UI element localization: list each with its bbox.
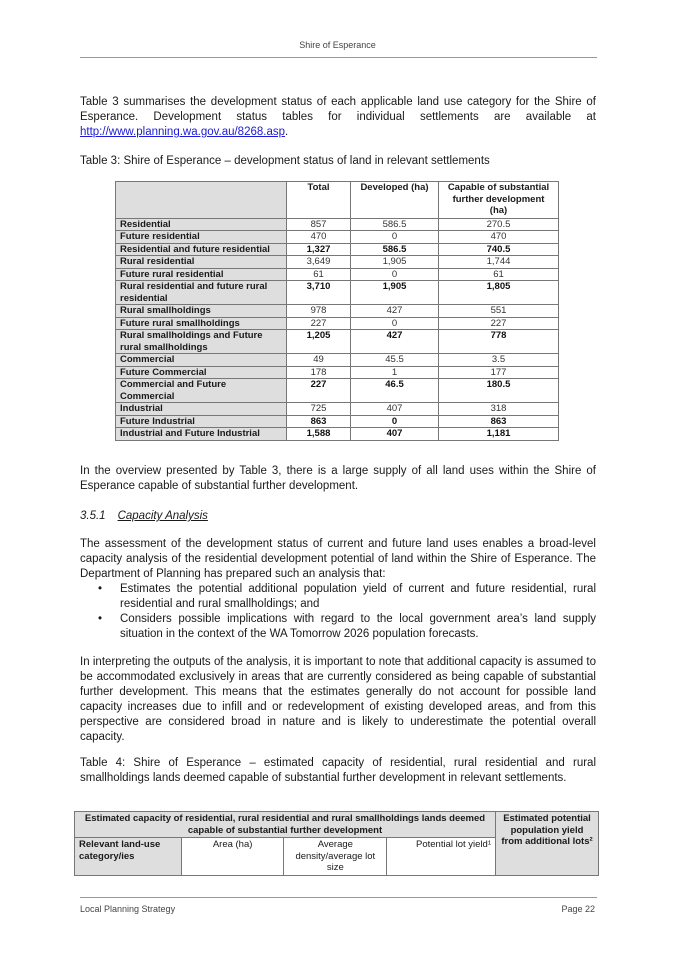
table3-row	[116, 330, 559, 354]
table3-cell-total: 3,710	[287, 281, 351, 305]
table3-header-blank	[116, 182, 287, 219]
table3-cell-developed: 46.5	[351, 379, 439, 403]
table3-cell-label: Future Commercial	[116, 366, 287, 379]
table4-header-span: Estimated capacity of residential, rural residential and rural smallholdings lands deemed capable of substantial further development	[75, 812, 496, 838]
intro-text: Table 3 summarises the development status of each applicable land use category for the Shire of Esperance. Development status tables for individual settlements are available at	[80, 96, 596, 123]
table3-cell-label: Rural smallholdings and Future rural smallholdings	[116, 330, 287, 354]
overview-paragraph: In the overview presented by Table 3, there is a large supply of all land uses within the Shire of Esperance capable of substantial further development.	[80, 465, 596, 492]
table3-cell-capable: 177	[439, 366, 559, 379]
table3-row	[116, 415, 559, 428]
assessment-text: The assessment of the development status of current and future land uses enables a broad-level capacity analysis of the residential development potential of land within the Shire of Esperance. The Department of Planning has prepared such an analysis that:	[80, 538, 596, 580]
table3-header-developed: Developed (ha)	[351, 182, 439, 219]
table3-cell-total: 227	[287, 317, 351, 330]
table4-col-density: Average density/average lot size	[284, 838, 387, 876]
table3-cell-capable: 863	[439, 415, 559, 428]
table3-row	[116, 354, 559, 367]
table3-header-row	[116, 182, 559, 219]
table3-row	[116, 403, 559, 416]
table3-cell-developed: 0	[351, 231, 439, 244]
table3-cell-label: Future residential	[116, 231, 287, 244]
table3-cell-capable: 1,181	[439, 428, 559, 441]
intro-paragraph	[80, 95, 596, 140]
table3-cell-total: 470	[287, 231, 351, 244]
interpreting-paragraph: In interpreting the outputs of the analysis, it is important to note that additional capacity is assumed to be accommodated exclusively in areas that are currently considered as being capable of substantial further development. This means that the estimates generally do not account for possible land capacity increases due to infill and or redevelopment of existing developed areas, and from this perspective are considered broad in nature and is likely to underestimate the potential overall capacity.	[80, 656, 596, 743]
table3	[115, 181, 559, 441]
table3-cell-capable: 227	[439, 317, 559, 330]
table3-cell-developed: 586.5	[351, 243, 439, 256]
table3-cell-label: Residential and future residential	[116, 243, 287, 256]
table3-cell-total: 3,649	[287, 256, 351, 269]
table3-cell-developed: 407	[351, 403, 439, 416]
table4-col-category: Relevant land-use category/ies	[75, 838, 182, 876]
table3-cell-total: 61	[287, 268, 351, 281]
table3-cell-developed: 0	[351, 317, 439, 330]
table3-cell-developed: 1,905	[351, 281, 439, 305]
table3-cell-total: 725	[287, 403, 351, 416]
table3-cell-developed: 1,905	[351, 256, 439, 269]
table3-cell-capable: 470	[439, 231, 559, 244]
table3-cell-capable: 778	[439, 330, 559, 354]
intro-after: .	[285, 126, 289, 138]
table3-cell-developed: 427	[351, 305, 439, 318]
section-title: Capacity Analysis	[117, 510, 208, 522]
bullet-text: Estimates the potential additional population yield of current and future residential, rural residential and rural smallholdings; and	[120, 583, 596, 610]
page-header: Shire of Esperance	[299, 40, 376, 50]
bullet-icon: •	[98, 613, 103, 625]
section-heading	[80, 510, 208, 522]
table4-col-lot-yield: Potential lot yield¹	[387, 838, 496, 876]
table4-header-row	[75, 812, 599, 838]
table3-header-capable: Capable of substantial further development (ha)	[439, 182, 559, 219]
table3-row	[116, 428, 559, 441]
table3-cell-developed: 407	[351, 428, 439, 441]
table3-cell-label: Future rural residential	[116, 268, 287, 281]
table3-cell-label: Commercial	[116, 354, 287, 367]
table3-cell-label: Rural smallholdings	[116, 305, 287, 318]
table3-cell-total: 178	[287, 366, 351, 379]
table3-cell-total: 49	[287, 354, 351, 367]
table3-header-total: Total	[287, 182, 351, 219]
assessment-bullets	[80, 582, 596, 642]
table4	[74, 811, 599, 876]
table3-cell-capable: 1,805	[439, 281, 559, 305]
table3-cell-capable: 3.5	[439, 354, 559, 367]
bullet-text: Considers possible implications with regard to the local government area’s land supply situation in the context of the WA Tomorrow 2026 population forecasts.	[120, 613, 596, 640]
table3-cell-capable: 1,744	[439, 256, 559, 269]
table3-row	[116, 281, 559, 305]
table3-cell-label: Rural residential and future rural residential	[116, 281, 287, 305]
table3-cell-developed: 0	[351, 268, 439, 281]
table3-row	[116, 268, 559, 281]
table3-row	[116, 379, 559, 403]
table3-cell-capable: 180.5	[439, 379, 559, 403]
table3-row	[116, 231, 559, 244]
planning-link[interactable]: http://www.planning.wa.gov.au/8268.asp	[80, 126, 286, 138]
table3-cell-total: 227	[287, 379, 351, 403]
table3-cell-capable: 740.5	[439, 243, 559, 256]
table3-row	[116, 243, 559, 256]
table3-cell-label: Commercial and Future Commercial	[116, 379, 287, 403]
table3-row	[116, 218, 559, 231]
table3-cell-total: 1,588	[287, 428, 351, 441]
bullet-item	[98, 612, 596, 642]
table3-cell-capable: 61	[439, 268, 559, 281]
assessment-paragraph	[80, 537, 596, 642]
table3-row	[116, 366, 559, 379]
table3-row	[116, 317, 559, 330]
header-rule	[80, 57, 597, 58]
table3-cell-label: Industrial and Future Industrial	[116, 428, 287, 441]
table4-header-yield: Estimated potential population yield from additional lots²	[496, 812, 599, 876]
table3-cell-capable: 270.5	[439, 218, 559, 231]
table3-cell-label: Future rural smallholdings	[116, 317, 287, 330]
table3-cell-total: 978	[287, 305, 351, 318]
table3-cell-developed: 45.5	[351, 354, 439, 367]
table3-cell-label: Industrial	[116, 403, 287, 416]
table3-cell-total: 863	[287, 415, 351, 428]
footer-rule	[80, 897, 597, 898]
table3-cell-total: 857	[287, 218, 351, 231]
table3-cell-capable: 551	[439, 305, 559, 318]
table3-row	[116, 305, 559, 318]
bullet-item	[98, 582, 596, 612]
table3-cell-label: Residential	[116, 218, 287, 231]
table3-cell-capable: 318	[439, 403, 559, 416]
table3-cell-label: Future Industrial	[116, 415, 287, 428]
table3-cell-label: Rural residential	[116, 256, 287, 269]
footer-document-title: Local Planning Strategy	[80, 904, 176, 914]
table3-row	[116, 256, 559, 269]
table3-cell-developed: 0	[351, 415, 439, 428]
table3-cell-developed: 427	[351, 330, 439, 354]
table3-body	[116, 218, 559, 440]
table3-cell-developed: 586.5	[351, 218, 439, 231]
table3-cell-total: 1,327	[287, 243, 351, 256]
table3-cell-total: 1,205	[287, 330, 351, 354]
bullet-icon: •	[98, 583, 103, 595]
table3-caption: Table 3: Shire of Esperance – development status of land in relevant settlements	[80, 155, 490, 167]
table3-cell-developed: 1	[351, 366, 439, 379]
table4-col-area: Area (ha)	[181, 838, 284, 876]
table4-caption: Table 4: Shire of Esperance – estimated capacity of residential, rural residential and rural smallholdings lands deemed capable of substantial further development in relevant settlements.	[80, 757, 596, 784]
footer-page-number: Page 22	[561, 904, 595, 914]
section-number: 3.5.1	[80, 510, 106, 522]
